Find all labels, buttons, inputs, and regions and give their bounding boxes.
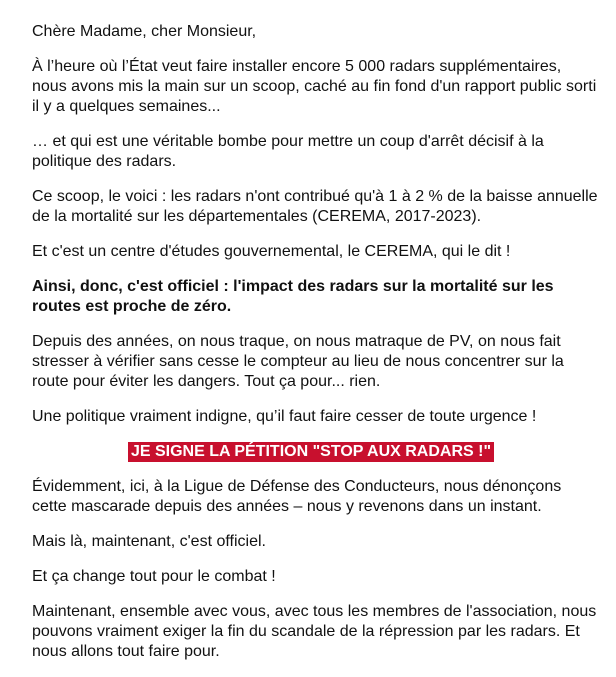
paragraph-officiel: Mais là, maintenant, c'est officiel. (32, 533, 266, 550)
paragraph-intro: À l’heure où l’État veut faire installer encore 5 000 radars supplémentaires, nous avons mis la main sur un scoop, caché au fin fond d'un rapport public sorti il y a quelques semaines... (32, 58, 597, 115)
paragraph-combat: Et ça change tout pour le combat ! (32, 568, 276, 585)
paragraph-traque: Depuis des années, on nous traque, on nous matraque de PV, on nous fait stresser à vérifier sans cesse le compteur au lieu de nous concentrer sur la route pour éviter les dangers. Tout ça pour... rien. (32, 333, 564, 390)
paragraph-scoop: Ce scoop, le voici : les radars n'ont contribué qu'à 1 à 2 % de la baisse annuelle de la mortalité sur les départementales (CEREMA, 2017-2023). (32, 188, 598, 225)
paragraph-indigne: Une politique vraiment indigne, qu’il faut faire cesser de toute urgence ! (32, 408, 537, 425)
paragraph-bombe: … et qui est une véritable bombe pour mettre un coup d'arrêt décisif à la politique des radars. (32, 133, 544, 170)
cta-container (32, 442, 598, 462)
salutation: Chère Madame, cher Monsieur, (32, 23, 257, 40)
paragraph-cerema: Et c'est un centre d'études gouvernemental, le CEREMA, qui le dit ! (32, 243, 511, 260)
paragraph-official-bold: Ainsi, donc, c'est officiel : l'impact des radars sur la mortalité sur les routes est proche de zéro. (32, 278, 554, 315)
paragraph-ensemble: Maintenant, ensemble avec vous, avec tous les membres de l'association, nous pouvons vraiment exiger la fin du scandale de la répression par les radars. Et nous allons tout faire pour. (32, 603, 597, 660)
paragraph-ligue: Évidemment, ici, à la Ligue de Défense des Conducteurs, nous dénonçons cette mascarade depuis des années – nous y revenons dans un instant. (32, 478, 562, 515)
sign-petition-button[interactable]: JE SIGNE LA PÉTITION "STOP AUX RADARS !" (128, 442, 494, 462)
letter-body (32, 22, 598, 677)
